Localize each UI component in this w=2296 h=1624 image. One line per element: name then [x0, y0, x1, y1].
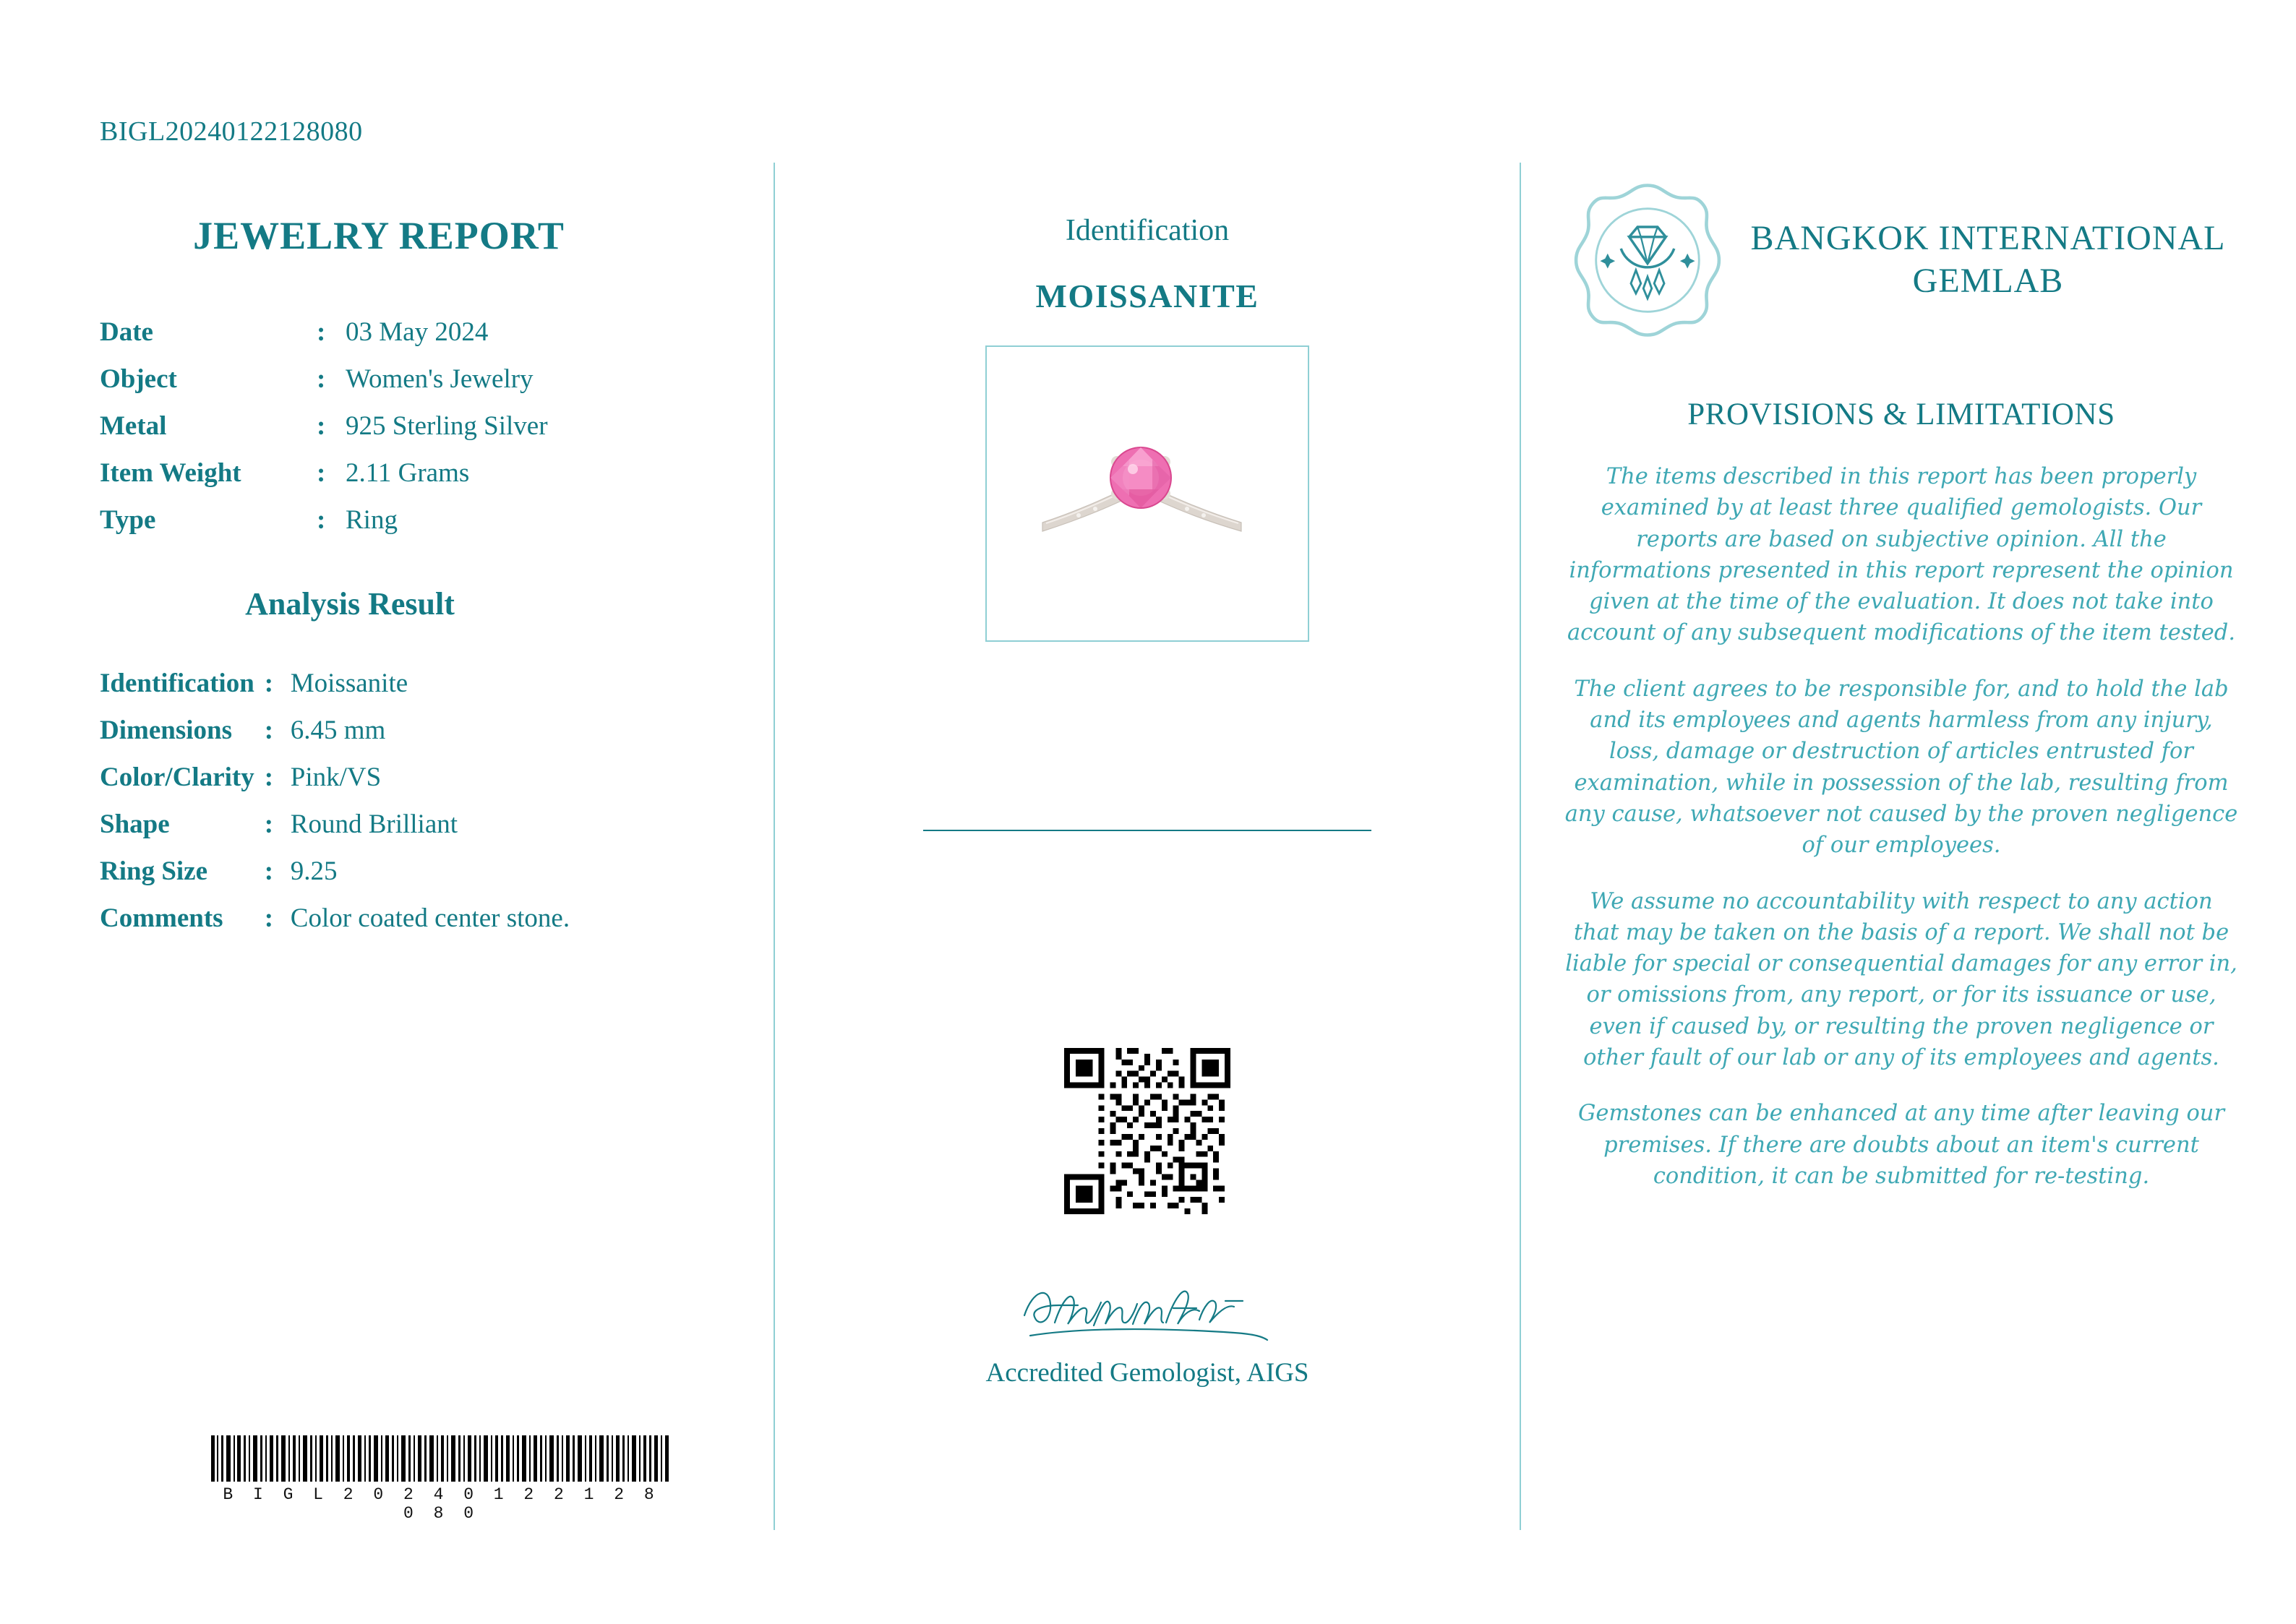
field-sep: : — [264, 669, 274, 698]
field-label-object: Object — [100, 364, 177, 394]
barcode-icon — [210, 1435, 672, 1482]
barcode-text: B I G L 2 0 2 4 0 1 2 2 1 2 8 0 8 0 — [223, 1485, 659, 1523]
field-sep: : — [264, 903, 274, 933]
field-value-shape: Round Brilliant — [290, 809, 458, 839]
field-value-identification: Moissanite — [290, 669, 408, 698]
ring-photo — [1003, 407, 1292, 580]
field-label-dimensions: Dimensions — [100, 716, 232, 745]
report-number: BIGL20240122128080 — [100, 116, 363, 147]
gemologist-signature — [1017, 1272, 1277, 1352]
field-label-item-weight: Item Weight — [100, 458, 241, 488]
table-row — [100, 356, 548, 403]
field-value-item-weight: 2.11 Grams — [346, 458, 470, 488]
field-label-ring-size: Ring Size — [100, 856, 208, 886]
analysis-result-table — [100, 660, 570, 942]
identification-label: Identification — [1065, 214, 1230, 247]
identification-value: MOISSANITE — [1035, 278, 1259, 314]
provision-paragraph-1: The items described in this report has been properly examined by at least three qualified gemologists. Our reports are based on subjective opinion. All the informations presented in this report represent the opinion given at the time of the evaluation. It does not take into account of any subsequent modifications of the item tested. — [1567, 464, 2236, 646]
field-label-type: Type — [100, 505, 156, 535]
field-value-date: 03 May 2024 — [346, 317, 489, 347]
provision-paragraph-2: The client agrees to be responsible for, and to hold the lab and its employees and agents harmless from any injury, loss, damage or destruction of articles entrusted for examination, while in possession of the lab, resulting from any cause, whatsoever not caused by the proven negligence of our employees. — [1564, 676, 2238, 859]
table-row — [100, 660, 570, 707]
provisions-title: PROVISIONS & LIMITATIONS — [1687, 398, 2115, 431]
field-value-metal: 925 Sterling Silver — [346, 411, 548, 441]
field-label-shape: Shape — [100, 809, 170, 839]
provision-paragraph-3: We assume no accountability with respect to any action that may be taken on the basis of a report. We shall not be liable for special or consequential damages for any error in, or omissions from, any report, or for its issuance or use, even if caused by, or resulting the proven negligence or other fault of our lab or any of its employees and agents. — [1565, 888, 2237, 1071]
field-label-comments: Comments — [100, 903, 223, 933]
field-label-date: Date — [100, 317, 153, 347]
field-value-object: Women's Jewelry — [346, 364, 534, 394]
qr-code[interactable] — [1064, 1048, 1230, 1214]
gemlab-logo-icon — [1564, 177, 1731, 343]
field-label-metal: Metal — [100, 411, 167, 441]
field-sep: : — [317, 458, 326, 488]
table-row — [100, 309, 548, 356]
table-row — [100, 450, 548, 497]
right-column — [1521, 155, 2296, 1537]
field-sep: : — [264, 856, 274, 886]
field-sep: : — [264, 716, 274, 745]
field-value-dimensions: 6.45 mm — [290, 716, 386, 745]
field-label-identification: Identification — [100, 669, 254, 698]
content-columns — [0, 155, 2296, 1537]
left-column — [0, 155, 774, 1537]
table-row — [100, 403, 548, 450]
table-row — [100, 848, 570, 895]
table-row — [100, 801, 570, 848]
field-sep: : — [317, 317, 326, 347]
ring-photo-frame — [985, 345, 1309, 642]
brand-header — [1564, 177, 2238, 343]
field-value-ring-size: 9.25 — [290, 856, 338, 886]
horizontal-rule — [923, 830, 1371, 831]
provisions-body — [1564, 461, 2238, 1192]
field-value-color-clarity: Pink/VS — [290, 762, 382, 792]
page-title: JEWELRY REPORT — [193, 214, 565, 257]
field-value-comments: Color coated center stone. — [290, 903, 570, 933]
field-sep: : — [264, 762, 274, 792]
middle-column — [775, 155, 1520, 1537]
analysis-result-title: Analysis Result — [245, 586, 455, 622]
table-row — [100, 895, 570, 942]
item-details-table — [100, 309, 548, 544]
signature-caption: Accredited Gemologist, AIGS — [985, 1358, 1309, 1388]
field-sep: : — [317, 411, 326, 441]
field-sep: : — [317, 364, 326, 394]
table-row — [100, 707, 570, 754]
table-row — [100, 754, 570, 801]
barcode — [210, 1435, 672, 1523]
table-row — [100, 497, 548, 544]
field-value-type: Ring — [346, 505, 398, 535]
field-label-color-clarity: Color/Clarity — [100, 762, 254, 792]
field-sep: : — [317, 505, 326, 535]
provision-paragraph-4: Gemstones can be enhanced at any time after leaving our premises. If there are doubts about an item's current condition, it can be submitted for re-testing. — [1577, 1101, 2225, 1189]
brand-title: BANGKOK INTERNATIONAL GEMLAB — [1750, 219, 2226, 300]
field-sep: : — [264, 809, 274, 839]
